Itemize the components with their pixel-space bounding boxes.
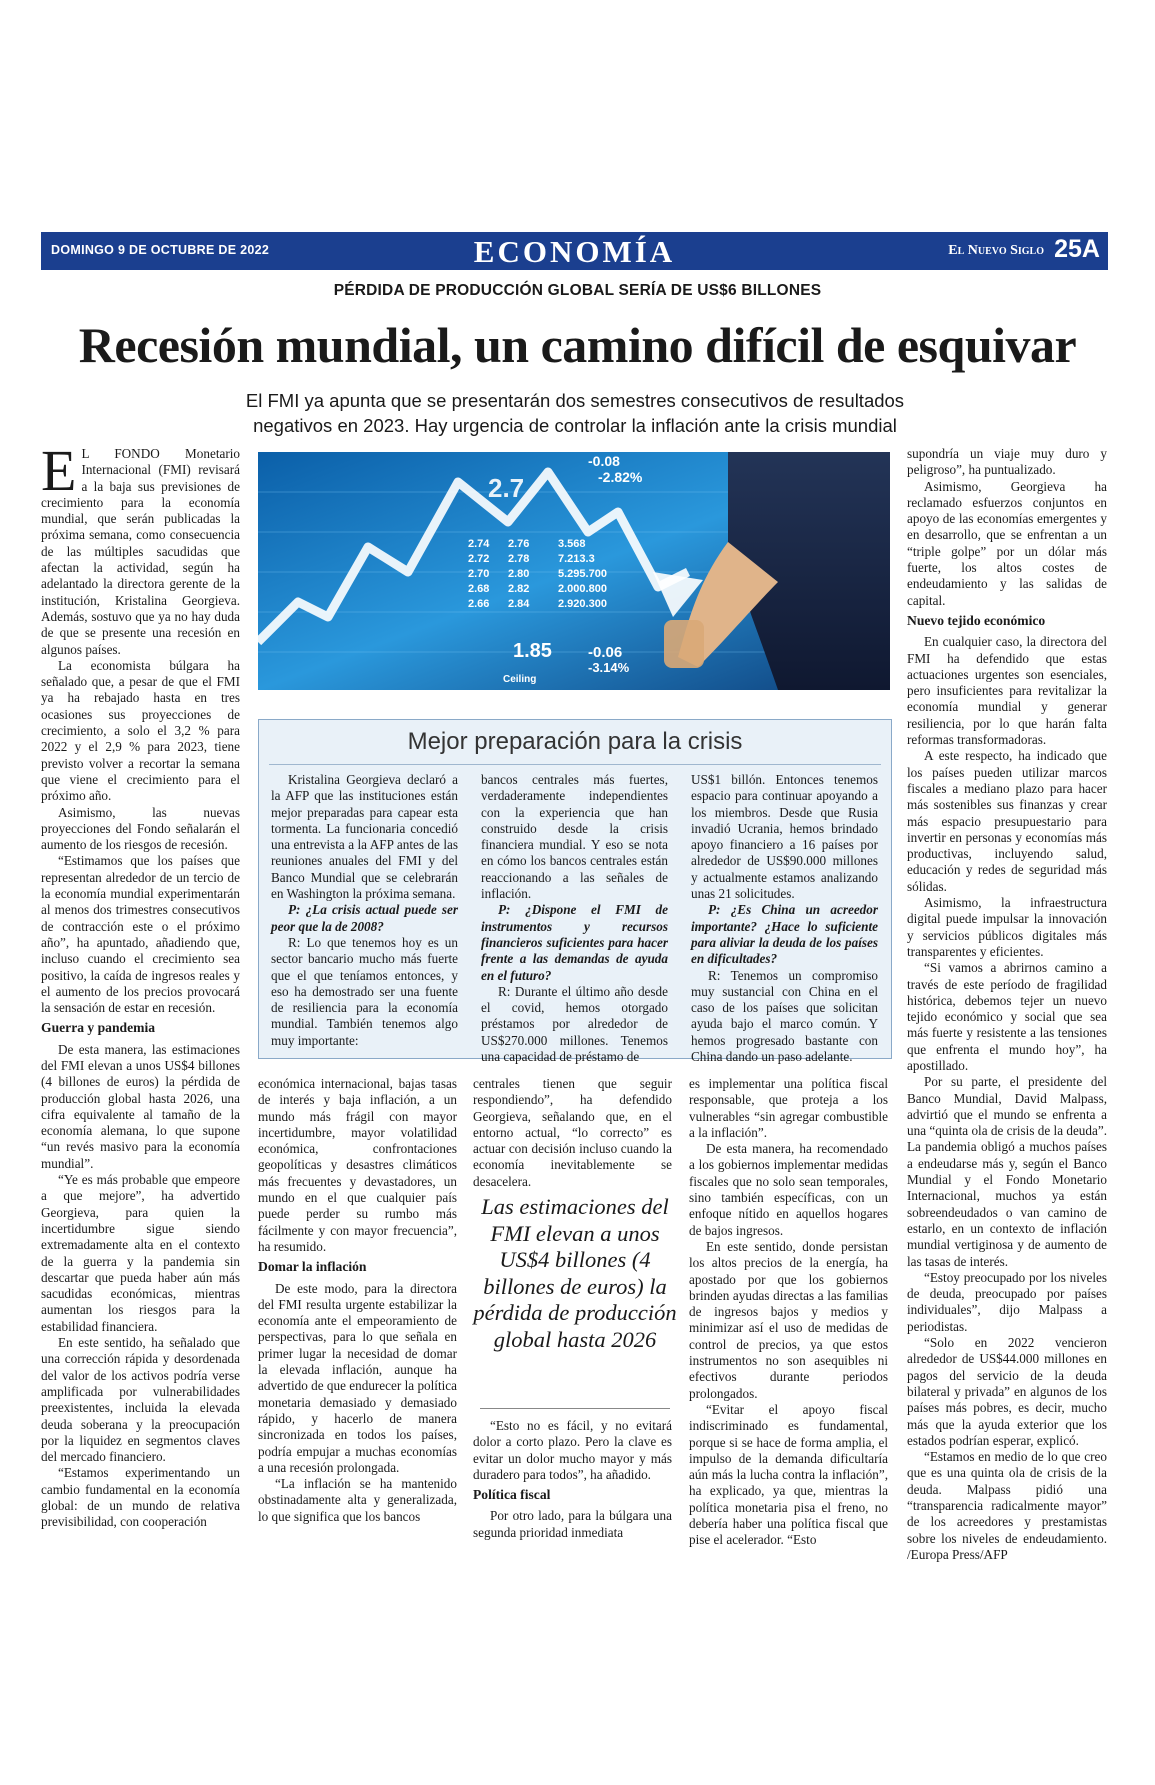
paragraph: bancos centrales más fuertes, verdaderamente independientes con la experiencia que han construido desde la crisis financiera mundial. Y eso se nota en cómo los bancos centrales están reaccionando a las señales de inflación. [481, 772, 668, 902]
paragraph: “Esto no es fácil, y no evitará dolor a corto plazo. Pero la clave es evitar un dolor mucho mayor y más duradero para todos”, ha añadido. [473, 1418, 672, 1482]
headline: Recesión mundial, un camino difícil de esquivar [78, 317, 1077, 373]
interview-question: P: ¿La crisis actual puede ser peor que la de 2008? [271, 902, 458, 934]
interview-answer: R: Lo que tenemos hoy es un sector bancario mucho más fuerte que el que teníamos entonces, y eso ha demostrado ser una fuente de resiliencia para la economía mundial. También tenemos algo muy importante: [271, 934, 458, 1048]
sidebar-column-3 [691, 772, 878, 1065]
paragraph: económica internacional, bajas tasas de interés y baja inflación, a un mundo más frágil con mayor incertidumbre, mayor volatilidad económica, confrontaciones geopolíticas y desastres climáticos más frecuentes y devastadores, un mundo en el que cualquier país puede perder su rumbo más fácilmente y con mayor frecuencia”, ha resumido. [258, 1076, 457, 1254]
interview-answer: R: Durante el último año desde el covid, hemos otorgado préstamos por alrededor de US$270.000 millones. Tenemos una capacidad de préstamo de [481, 983, 668, 1065]
kicker: PÉRDIDA DE PRODUCCIÓN GLOBAL SERÍA DE US$6 BILLONES [333, 282, 822, 299]
paragraph: es implementar una política fiscal responsable, que proteja a los vulnerables “sin agregar combustible a la inflación”. [689, 1076, 888, 1140]
interview-question: P: ¿Es China un acreedor importante? ¿Hace lo suficiente para aliviar la deuda de los países en dificultades? [691, 902, 878, 967]
svg-text:7.213.3: 7.213.3 [558, 553, 595, 565]
paragraph: centrales tienen que seguir respondiendo”, ha defendido Georgieva, señalando que, en el entorno actual, “lo correcto” es actuar con decisión incluso cuando la economía inevitablemente se desacelera. [473, 1076, 672, 1189]
paragraph: A este respecto, ha indicado que los países pueden utilizar marcos fiscales a mediano plazo para hacer más sostenibles sus finanzas y crear más espacio presupuestario para invertir en personas y economías más productivas, incluyendo salud, educación y redes de seguridad más sólidas. [907, 748, 1107, 894]
paragraph: En este sentido, donde persistan los altos precios de la energía, ha apostado por que los gobiernos brinden ayudas directas a las familias de ingresos bajos y medios y minimizar así el uso de medidas de control de precios, ya que estos instrumentos no son asequibles ni efectivos durante periodos prolongados. [689, 1238, 888, 1401]
svg-text:2.68: 2.68 [468, 583, 490, 595]
paragraph: “Estamos experimentando un cambio fundamental en la economía global: de un mundo de relativa previsibilidad, con cooperación [41, 1465, 240, 1530]
article-column-3-continued [473, 1418, 672, 1541]
paragraph: La economista búlgara ha señalado que, a pesar de que el FMI ya ha rebajado hasta en tres ocasiones sus proyecciones de crecimiento, a solo el 3,2 % para 2022 y el 2,9 % para 2023, tiene previsto volver a recortar la semana que viene el crecimiento para el próximo año. [41, 657, 240, 804]
subheading: Guerra y pandemia [41, 1020, 156, 1036]
svg-text:-3.14%: -3.14% [588, 660, 630, 675]
paragraph: Por su parte, el presidente del Banco Mundial, David Malpass, advirtió que el mundo se enfrenta a una “quinta ola de crisis de la deuda”. La pandemia obligó a muchos países a endeudarse más y, según el Banco Mundial y el Fondo Monetario Internacional, muchos ya están sobreendeudados o van camino de estarlo, en un contexto de inflación mundial vertiginosa y de aumento de las tasas de interés. [907, 1074, 1107, 1269]
interview-question: P: ¿Dispone el FMI de instrumentos y recursos financieros suficientes para hacer frente a las demandas de ayuda en el futuro? [481, 902, 668, 983]
paragraph: Asimismo, Georgieva ha reclamado esfuerzos conjuntos en apoyo de las economías emergentes y en desarrollo, que se enfrentan a un “triple golpe” por un dólar más fuerte, los altos costes de endeudamiento y las salidas de capital. [907, 478, 1107, 608]
paragraph: Asimismo, la infraestructura digital puede impulsar la innovación y servicios públicos digitales más transparentes y eficientes. [907, 895, 1107, 959]
deck: El FMI ya apunta que se presentarán dos semestres consecutivos de resultados negativos en 2023. Hay urgencia de controlar la inflación ante la crisis mundial [245, 390, 905, 436]
newspaper-name: El Nuevo Siglo [948, 243, 1044, 258]
sidebar-title: Mejor preparación para la crisis [407, 728, 743, 755]
subheading: Domar la inflación [258, 1259, 367, 1275]
article-column-1 [41, 438, 240, 1531]
interview-sidebar [258, 719, 892, 1065]
svg-text:2.70: 2.70 [468, 568, 490, 580]
drop-cap: E [41, 438, 77, 503]
paragraph: “Estoy preocupado por los niveles de deuda, preocupado por países individuales”, dijo Malpass a periodistas. [907, 1269, 1107, 1334]
divider [269, 764, 881, 765]
svg-text:Ceiling: Ceiling [503, 674, 537, 685]
svg-text:5.295.700: 5.295.700 [558, 568, 607, 580]
paragraph: “La inflación se ha mantenido obstinadamente alta y generalizada, lo que significa que los bancos [258, 1476, 457, 1524]
svg-text:2.84: 2.84 [508, 598, 530, 610]
article-column-5 [907, 446, 1107, 1563]
page-number: 25A [1054, 235, 1100, 263]
paragraph: supondría un viaje muy duro y peligroso”, ha puntualizado. [907, 446, 1107, 478]
paragraph: “Evitar el apoyo fiscal indiscriminado es fundamental, porque si se hace de forma amplia, el impulso de la demanda dificultaría aún más la lucha contra la inflación”, ha explicado, ya que, mientras la política monetaria pisa el freno, no debería haber una política fiscal que pise el acelerador. “Esto [689, 1401, 888, 1548]
section-title: ECONOMÍA [473, 234, 676, 269]
paragraph: “Estamos en medio de lo que creo que es una quinta ola de crisis de la deuda. Malpass pidió una “transparencia radicalmente mayor” de los acreedores y prestamistas sobre los niveles de endeudamiento. /Europa Press/AFP [907, 1449, 1107, 1562]
svg-text:-0.06: -0.06 [588, 644, 623, 661]
paragraph: En este sentido, ha señalado que una corrección rápida y desordenada del valor de los activos podría verse amplificada por vulnerabilidades preexistentes, incluida la elevada deuda soberana y la preocupación por la liquidez en segmentos claves del mercado financiero. [41, 1335, 240, 1465]
pull-quote: Las estimaciones del FMI elevan a unos US$4 billones (4 billones de euros) la pérdida de producción global hasta 2026 [473, 1194, 677, 1352]
photo-graphic [258, 452, 890, 690]
svg-text:3.568: 3.568 [558, 538, 586, 550]
paragraph: Kristalina Georgieva declaró a la AFP que las instituciones están mejor preparadas para capear esta tormenta. La funcionaria concedió una entrevista a la AFP antes de las reuniones anuales del FMI y del Banco Mundial que se celebrarán en Washington la próxima semana. [271, 772, 458, 902]
svg-text:2.000.800: 2.000.800 [558, 583, 607, 595]
paragraph: L FONDO Monetario Internacional (FMI) revisará a la baja sus previsiones de crecimiento para la economía mundial, que serán publicadas la próxima semana, como consecuencia de las múltiples sacudidas que afectan la actividad, según ha adelantado la directora gerente de la institución, Kristalina Georgieva. Además, sostuvo que ya no hay duda de que se presente una recesión en algunos países. [41, 446, 240, 657]
paragraph: De este modo, para la directora del FMI resulta urgente estabilizar la economía ante el empeoramiento de perspectivas, para lo que señala en primer lugar la necesidad de domar la elevada inflación, aunque ha advertido de que endurecer la política monetaria demasiado y demasiado rápido, y hacerlo de manera sincronizada en todos los países, podría empujar a muchas economías a una recesión prolongada. [258, 1280, 457, 1475]
svg-text:-0.08: -0.08 [588, 453, 620, 469]
svg-text:2.7: 2.7 [488, 473, 525, 503]
paragraph: “Solo en 2022 vencieron alrededor de US$44.000 millones en pagos del servicio de la deuda bilateral y privada” en algunos de los países más pobres, es decir, mucho más que la ayuda exterior que los estados podrían esperar, explicó. [907, 1335, 1107, 1448]
paragraph: US$1 billón. Entonces tenemos espacio para continuar apoyando a los miembros. Desde que Rusia invadió Ucrania, hemos brindado apoyo financiero a 16 países por alrededor de US$90.000 millones y actualmente estamos analizando unas 21 solicitudes. [691, 772, 878, 902]
pull-quote-rule [480, 1408, 670, 1409]
svg-text:2.66: 2.66 [468, 598, 490, 610]
subheading: Política fiscal [473, 1487, 551, 1503]
svg-text:1.85: 1.85 [513, 640, 552, 662]
stock-chart-photo [258, 452, 890, 690]
svg-text:2.76: 2.76 [508, 538, 530, 550]
paragraph: “Estimamos que los países que representan alrededor de un tercio de la economía mundial experimentarán al menos dos trimestres consecutivos de contracción este o el próximo año”, ha apuntado, añadiendo que, incluso cuando el crecimiento sea positivo, la caída de ingresos reales y el aumento de los precios provocará la sensación de estar en recesión. [41, 853, 240, 1016]
sidebar-column-2 [481, 772, 668, 1065]
interview-answer: R: Tenemos un compromiso muy sustancial con China en el caso de los países que solicitan ayuda bajo el marco común. Y hemos progresado bastante con China dando un paso adelante. [691, 967, 878, 1065]
article-column-2 [258, 1076, 457, 1525]
svg-text:-2.82%: -2.82% [598, 469, 643, 485]
section-header-band [41, 232, 1108, 270]
svg-text:2.74: 2.74 [468, 538, 490, 550]
svg-text:2.82: 2.82 [508, 583, 530, 595]
svg-text:2.78: 2.78 [508, 553, 530, 565]
paragraph: De esta manera, las estimaciones del FMI elevan a unos US$4 billones (4 billones de euros) la pérdida de producción global hasta 2026, una cifra equivalente al tamaño de la economía alemana, lo que supone “un revés masivo para la economía mundial”. [41, 1041, 240, 1171]
subheading: Nuevo tejido económico [907, 612, 1046, 628]
paragraph: En cualquier caso, la directora del FMI ha defendido que estas actuaciones urgentes son esenciales, pero insuficientes para revitalizar la economía mundial y generar resiliencia, por lo que harán falta reformas transformadoras. [907, 634, 1107, 748]
article-column-4 [689, 1076, 888, 1549]
paragraph: Asimismo, las nuevas proyecciones del Fondo señalarán el aumento de los riesgos de recesión. [41, 804, 240, 853]
paragraph: De esta manera, ha recomendado a los gobiernos implementar medidas fiscales que no solo sean temporales, sino también específicas, con un enfoque nítido en aquellos hogares de bajos ingresos. [689, 1141, 888, 1238]
paragraph: “Ye es más probable que empeore a que mejore”, ha advertido Georgieva, para quien la incertidumbre sigue siendo extremadamente alta en el contexto de la guerra y la pandemia sin descartar que pueda haber aún más sacudidas económicas, mientras aumentan los riesgos para la estabilidad financiera. [41, 1172, 240, 1334]
paragraph: Por otro lado, para la búlgara una segunda prioridad inmediata [473, 1508, 672, 1540]
svg-text:2.920.300: 2.920.300 [558, 598, 607, 610]
paragraph: “Si vamos a abrirnos camino a través de este período de fragilidad histórica, debemos tejer un nuevo tejido económico y social que sea más fuerte y resistente a las tensiones que enfrenta el mundo hoy”, ha apostillado. [907, 960, 1107, 1073]
svg-text:2.72: 2.72 [468, 553, 490, 565]
sidebar-column-1 [271, 772, 458, 1049]
article-column-3 [473, 1076, 672, 1190]
svg-text:2.80: 2.80 [508, 568, 530, 580]
issue-date: DOMINGO 9 DE OCTUBRE DE 2022 [51, 243, 270, 257]
